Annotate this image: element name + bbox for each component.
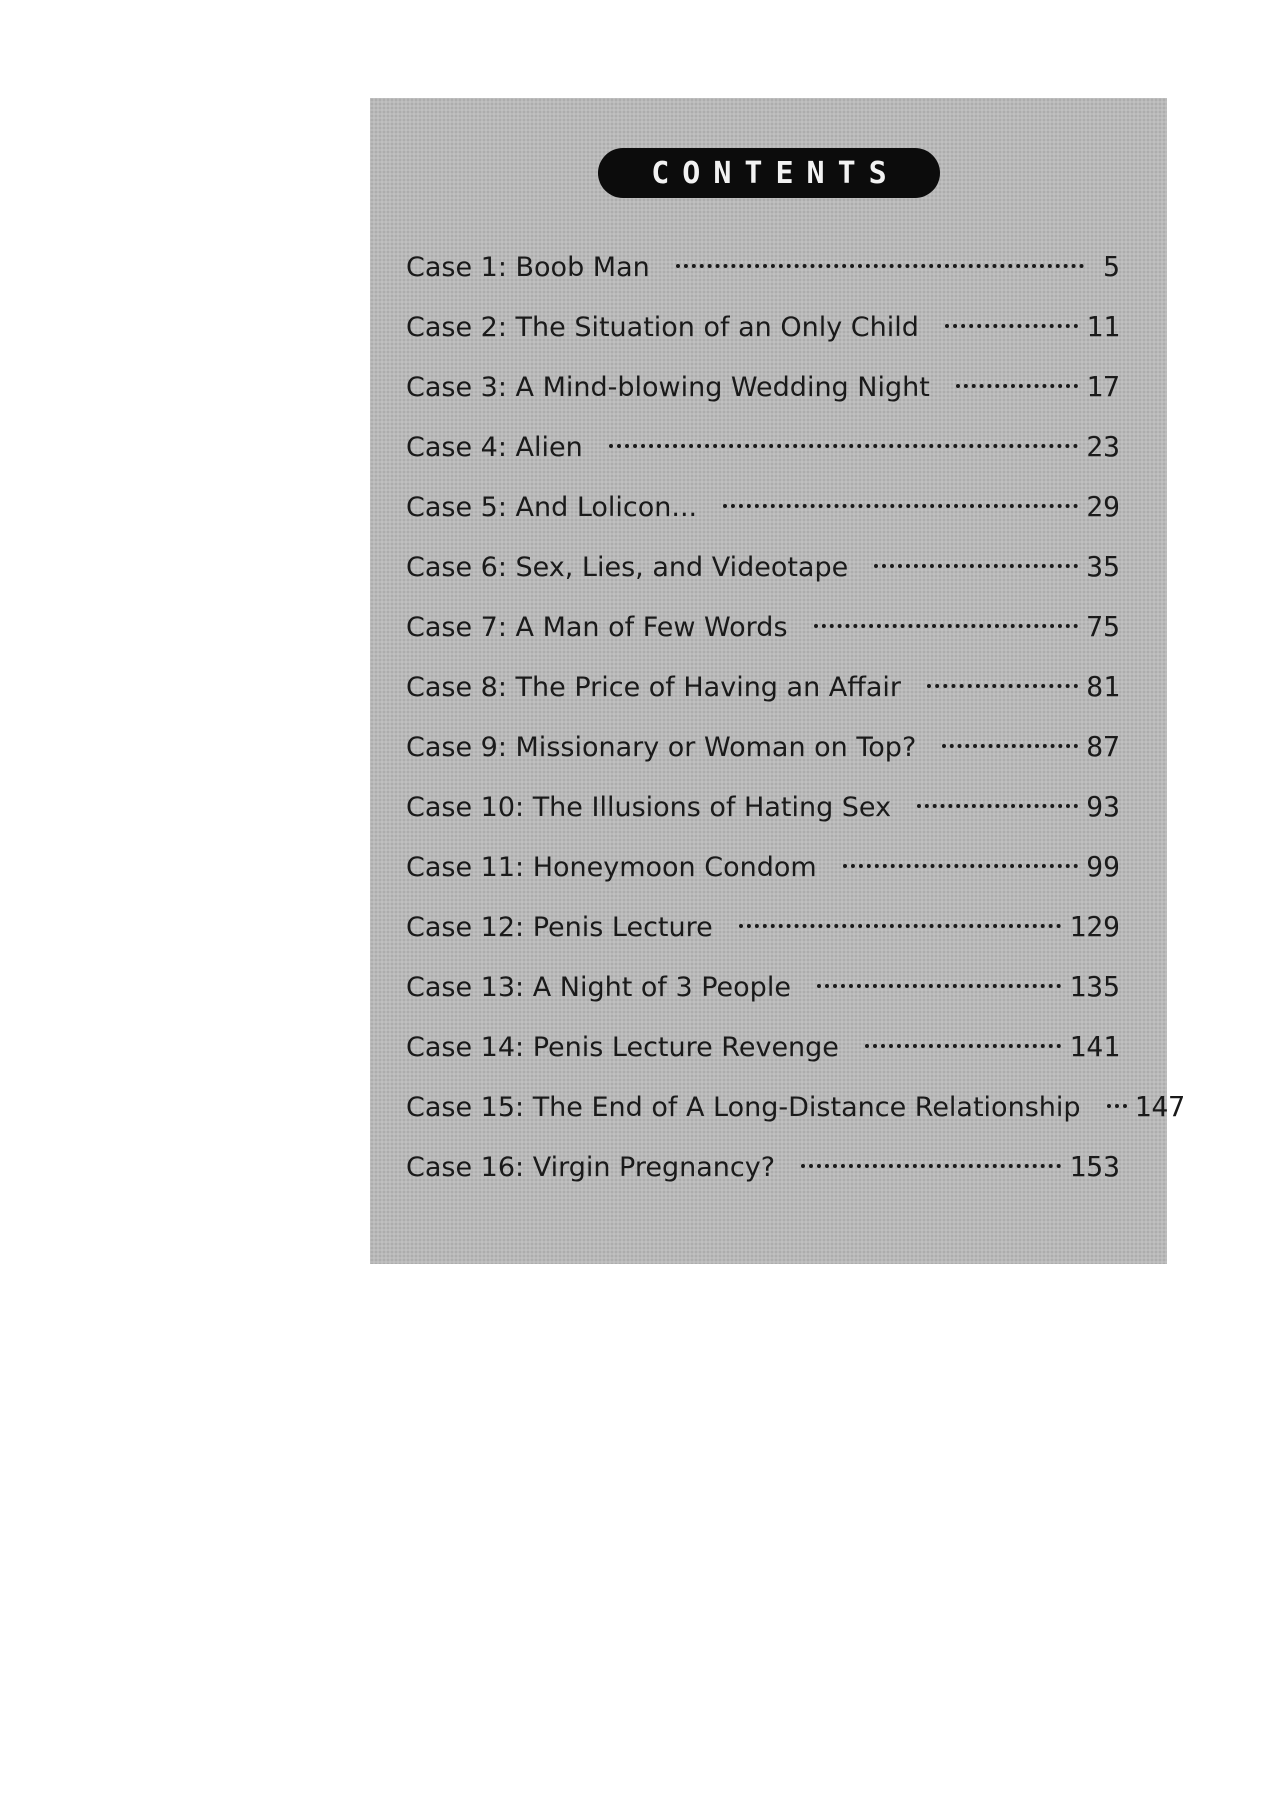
dot-leader: [1107, 1104, 1127, 1108]
dot-leader: [609, 444, 1079, 448]
toc-entry-page: 141: [1069, 1030, 1120, 1063]
toc-entry-title: Case 3: A Mind-blowing Wedding Night: [406, 372, 930, 403]
toc-entry-title: Case 12: Penis Lecture: [406, 912, 713, 943]
dot-leader: [723, 504, 1078, 508]
contents-panel: [370, 98, 1186, 1264]
toc-entry-page: 5: [1103, 250, 1120, 283]
toc-entry-page: 23: [1086, 430, 1120, 463]
toc-entry-page: 147: [1134, 1090, 1186, 1123]
dot-leader: [843, 864, 1079, 868]
toc-entry-page: 153: [1069, 1150, 1120, 1183]
toc-entry-page: 129: [1069, 910, 1120, 943]
toc-entry-title: Case 4: Alien: [406, 432, 583, 463]
toc-entry-title: Case 8: The Price of Having an Affair: [406, 672, 901, 703]
toc-entry-title: Case 14: Penis Lecture Revenge: [406, 1032, 839, 1063]
dot-leader: [865, 1044, 1061, 1048]
toc-entry-page: 93: [1086, 790, 1120, 823]
toc-entry: [406, 910, 1120, 970]
contents-title-badge: [598, 148, 940, 198]
dot-leader: [927, 684, 1078, 688]
toc-entry-title: Case 1: Boob Man: [406, 252, 650, 283]
toc-entry: [406, 970, 1120, 1030]
toc-entry: [406, 310, 1120, 370]
toc-entry: [406, 1090, 1186, 1150]
toc-entry-title: Case 10: The Illusions of Hating Sex: [406, 792, 892, 823]
toc-entry: [406, 790, 1120, 850]
toc-entry: [406, 430, 1120, 490]
toc-entry: [406, 730, 1120, 790]
toc-entry: [406, 1030, 1120, 1090]
toc-entry-title: Case 7: A Man of Few Words: [406, 612, 788, 643]
toc-entry-title: Case 6: Sex, Lies, and Videotape: [406, 552, 849, 583]
toc-entry-title: Case 11: Honeymoon Condom: [406, 852, 817, 883]
toc-entry-page: 135: [1069, 970, 1120, 1003]
toc-entry: [406, 250, 1120, 310]
toc-entry-page: 75: [1086, 610, 1120, 643]
toc-entry: [406, 850, 1120, 910]
toc-entry-title: Case 16: Virgin Pregnancy?: [406, 1152, 776, 1183]
toc-entry-page: 81: [1086, 670, 1120, 703]
dot-leader: [945, 324, 1078, 328]
table-of-contents: [406, 250, 1186, 1210]
toc-entry: [406, 610, 1120, 670]
dot-leader: [817, 984, 1061, 988]
toc-entry: [406, 1150, 1120, 1210]
dot-leader: [814, 624, 1079, 628]
contents-title: CONTENTS: [651, 155, 900, 191]
toc-entry: [406, 550, 1120, 610]
toc-entry-title: Case 9: Missionary or Woman on Top?: [406, 732, 917, 763]
dot-leader: [942, 744, 1078, 748]
toc-entry-title: Case 2: The Situation of an Only Child: [406, 312, 919, 343]
toc-entry-page: 29: [1086, 490, 1120, 523]
toc-entry-title: Case 15: The End of A Long-Distance Relationship: [406, 1092, 1081, 1123]
toc-entry-page: 35: [1086, 550, 1120, 583]
toc-entry: [406, 670, 1120, 730]
toc-entry-title: Case 13: A Night of 3 People: [406, 972, 791, 1003]
dot-leader: [956, 384, 1078, 388]
dot-leader: [874, 564, 1078, 568]
toc-entry: [406, 490, 1120, 550]
toc-entry-page: 87: [1086, 730, 1120, 763]
toc-entry-title: Case 5: And Lolicon...: [406, 492, 698, 523]
toc-entry-page: 17: [1086, 370, 1120, 403]
dot-leader: [739, 924, 1062, 928]
dot-leader: [676, 264, 1084, 268]
toc-entry-page: 11: [1086, 310, 1120, 343]
dot-leader: [917, 804, 1078, 808]
dot-leader: [801, 1164, 1061, 1168]
toc-entry: [406, 370, 1120, 430]
toc-entry-page: 99: [1086, 850, 1120, 883]
